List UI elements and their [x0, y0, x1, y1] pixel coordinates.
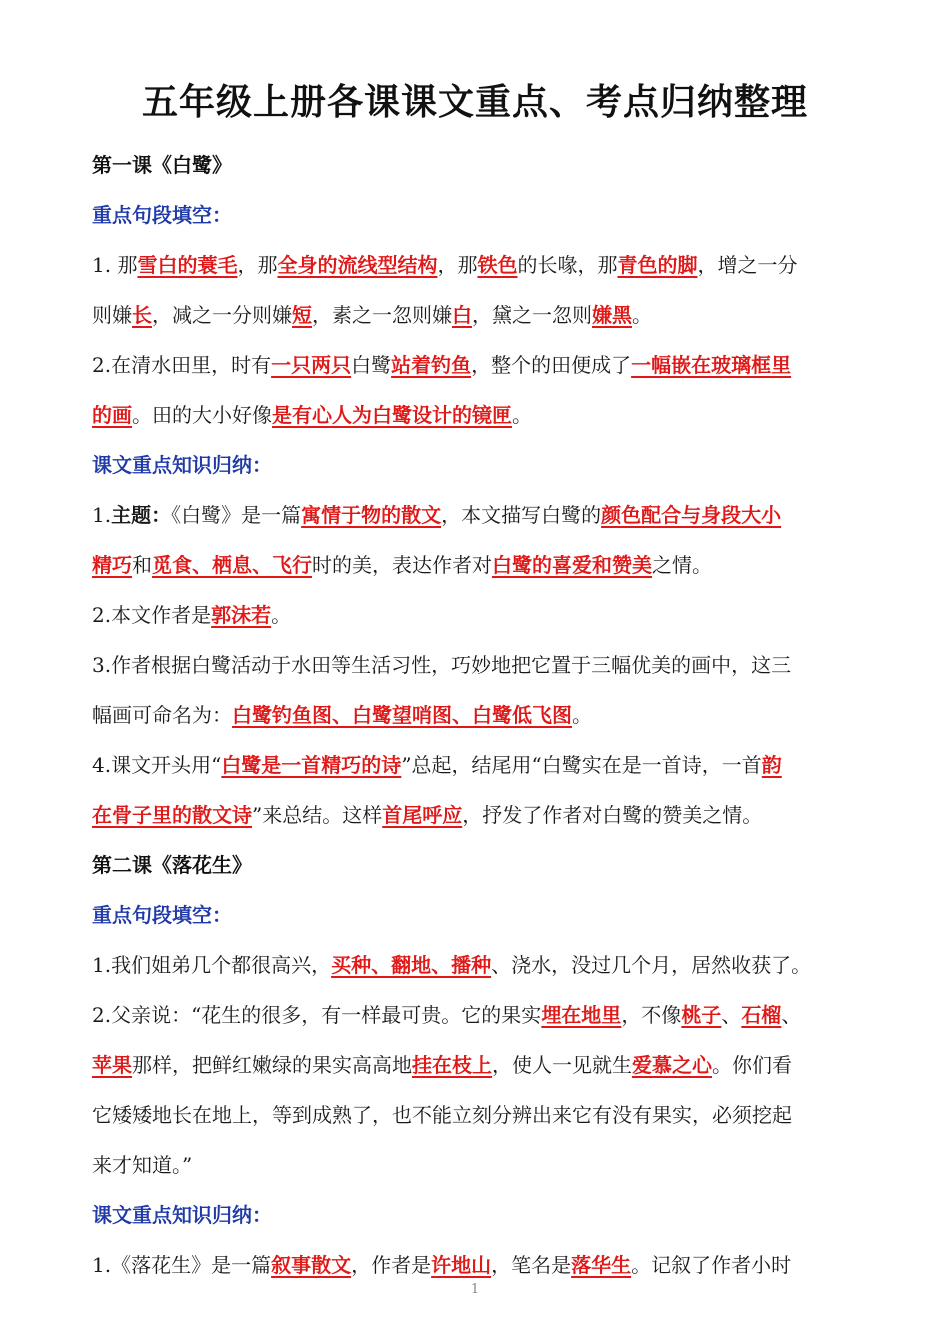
text-line [92, 690, 862, 740]
key-point: 在骨子里的散文诗 [92, 803, 252, 827]
text-segment: 那样，把鲜红嫩绿的果实高高地 [132, 1053, 412, 1077]
text-line [92, 340, 862, 390]
key-point: 一幅嵌在玻璃框里 [631, 353, 792, 377]
lesson-title [92, 140, 862, 190]
key-point: 一只两只 [271, 353, 352, 377]
text-line [92, 390, 862, 440]
text-segment: ，减之一分则嫌 [152, 303, 292, 327]
text-segment: ，素之一忽则嫌 [312, 303, 452, 327]
key-point: 石榴 [741, 1003, 782, 1027]
key-point: 白鹭钓鱼图、白鹭望哨图、白鹭低飞图 [232, 703, 572, 727]
key-point: 白鹭是一首精巧的诗 [221, 753, 402, 777]
text-segment: 。 [632, 303, 652, 327]
text-segment: 。 [271, 603, 292, 627]
text-segment: 1.我们姐弟几个都很高兴， [92, 953, 332, 977]
key-point: 埋在地里 [541, 1003, 622, 1027]
text-line [92, 990, 862, 1040]
key-point: 白鹭的喜爱和赞美 [492, 553, 652, 577]
text-segment: 来才知道。” [92, 1153, 193, 1177]
text-segment: ，那 [437, 253, 478, 277]
text-segment: 1.《落花生》是一篇 [92, 1253, 272, 1277]
text-segment: 它矮矮地长在地上，等到成熟了，也不能立刻分辨出来它有没有果实，必须挖起 [92, 1103, 792, 1127]
text-segment: 、 [781, 1003, 802, 1027]
key-point: 落华生 [571, 1253, 632, 1277]
text-line [92, 740, 862, 790]
page-number: 1 [470, 1282, 480, 1297]
text-segment: 之情。 [652, 553, 712, 577]
key-point: 寓情于物的散文 [301, 503, 442, 527]
text-segment: ，黛之一忽则 [472, 303, 592, 327]
key-point: 首尾呼应 [382, 803, 463, 827]
text-segment: ”来总结。这样 [252, 803, 383, 827]
key-point: 觅食、栖息、飞行 [152, 553, 312, 577]
text-segment: 课文重点知识归纳： [92, 453, 272, 477]
text-segment: 时的美，表达作者对 [312, 553, 492, 577]
text-segment: 。记叙了作者小时 [631, 1253, 792, 1277]
text-segment: 4.课文开头用“ [92, 753, 222, 777]
text-line [92, 790, 862, 840]
text-segment: 2.本文作者是 [92, 603, 212, 627]
text-segment: ，不像 [621, 1003, 682, 1027]
section-heading [92, 1190, 862, 1240]
text-segment: 则嫌 [92, 303, 132, 327]
key-point: 嫌黑 [592, 303, 632, 327]
text-segment: 1. [92, 503, 112, 527]
bold-label: 主题： [111, 503, 172, 527]
key-point: 许地山 [431, 1253, 492, 1277]
text-segment: 。田的大小好像 [132, 403, 272, 427]
document-body [92, 140, 862, 1290]
text-segment: ，那 [237, 253, 278, 277]
key-point: 白 [452, 303, 472, 327]
document-title: 五年级上册各课课文重点、考点归纳整理 [141, 82, 808, 123]
text-segment: 第二课《落花生》 [92, 853, 252, 877]
text-segment: 第一课《白鹭》 [92, 153, 232, 177]
text-segment: 重点句段填空： [92, 203, 232, 227]
section-heading [92, 890, 862, 940]
key-point: 铁色 [477, 253, 518, 277]
text-segment: 、浇水，没过几个月，居然收获了。 [491, 953, 812, 977]
key-point: 叙事散文 [271, 1253, 352, 1277]
text-line [92, 240, 862, 290]
text-line [92, 290, 862, 340]
text-line [92, 590, 862, 640]
text-line [92, 490, 862, 540]
text-segment: 重点句段填空： [92, 903, 232, 927]
key-point: 买种、翻地、播种 [331, 953, 492, 977]
text-segment: ，使人一见就生 [492, 1053, 632, 1077]
text-segment: 课文重点知识归纳： [92, 1203, 272, 1227]
key-point: 全身的流线型结构 [277, 253, 438, 277]
lesson-title [92, 840, 862, 890]
text-segment: ，增之一分 [697, 253, 798, 277]
key-point: 雪白的蓑毛 [137, 253, 238, 277]
section-heading [92, 440, 862, 490]
key-point: 短 [292, 303, 312, 327]
key-point: 颜色配合与身段大小 [601, 503, 782, 527]
key-point: 郭沫若 [211, 603, 272, 627]
text-segment: 2.在清水田里，时有 [92, 353, 272, 377]
key-point: 韵 [761, 753, 782, 777]
key-point: 长 [132, 303, 152, 327]
text-segment: 。 [572, 703, 592, 727]
text-line [92, 640, 862, 690]
key-point: 青色的脚 [617, 253, 698, 277]
key-point: 站着钓鱼 [391, 353, 472, 377]
text-segment: 《白鹭》是一篇 [171, 503, 302, 527]
text-line [92, 1040, 862, 1090]
text-segment: 白鹭 [351, 353, 392, 377]
text-segment: 、 [721, 1003, 742, 1027]
text-line [92, 1140, 862, 1190]
text-segment: 的长喙，那 [517, 253, 618, 277]
text-segment: 1. 那 [92, 253, 138, 277]
text-segment: ，本文描写白鹭的 [441, 503, 602, 527]
text-segment: ，抒发了作者对白鹭的赞美之情。 [462, 803, 763, 827]
text-segment: 2.父亲说：“花生的很多，有一样最可贵。它的果实 [92, 1003, 542, 1027]
text-segment: 。你们看 [712, 1053, 792, 1077]
key-point: 爱慕之心 [632, 1053, 712, 1077]
text-segment: ，作者是 [351, 1253, 432, 1277]
text-segment: ，整个的田便成了 [471, 353, 632, 377]
text-segment: ”总起，结尾用“白鹭实在是一首诗，一首 [401, 753, 762, 777]
text-segment: 3.作者根据白鹭活动于水田等生活习性，巧妙地把它置于三幅优美的画中，这三 [92, 653, 792, 677]
text-segment: ，笔名是 [491, 1253, 572, 1277]
key-point: 是有心人为白鹭设计的镜匣 [272, 403, 512, 427]
text-segment: 。 [512, 403, 532, 427]
section-heading [92, 190, 862, 240]
key-point: 精巧 [92, 553, 132, 577]
key-point: 的画 [92, 403, 132, 427]
text-segment: 幅画可命名为： [92, 703, 232, 727]
key-point: 挂在枝上 [412, 1053, 492, 1077]
text-line [92, 540, 862, 590]
key-point: 桃子 [681, 1003, 722, 1027]
text-line [92, 940, 862, 990]
key-point: 苹果 [92, 1053, 132, 1077]
text-line [92, 1090, 862, 1140]
text-segment: 和 [132, 553, 152, 577]
